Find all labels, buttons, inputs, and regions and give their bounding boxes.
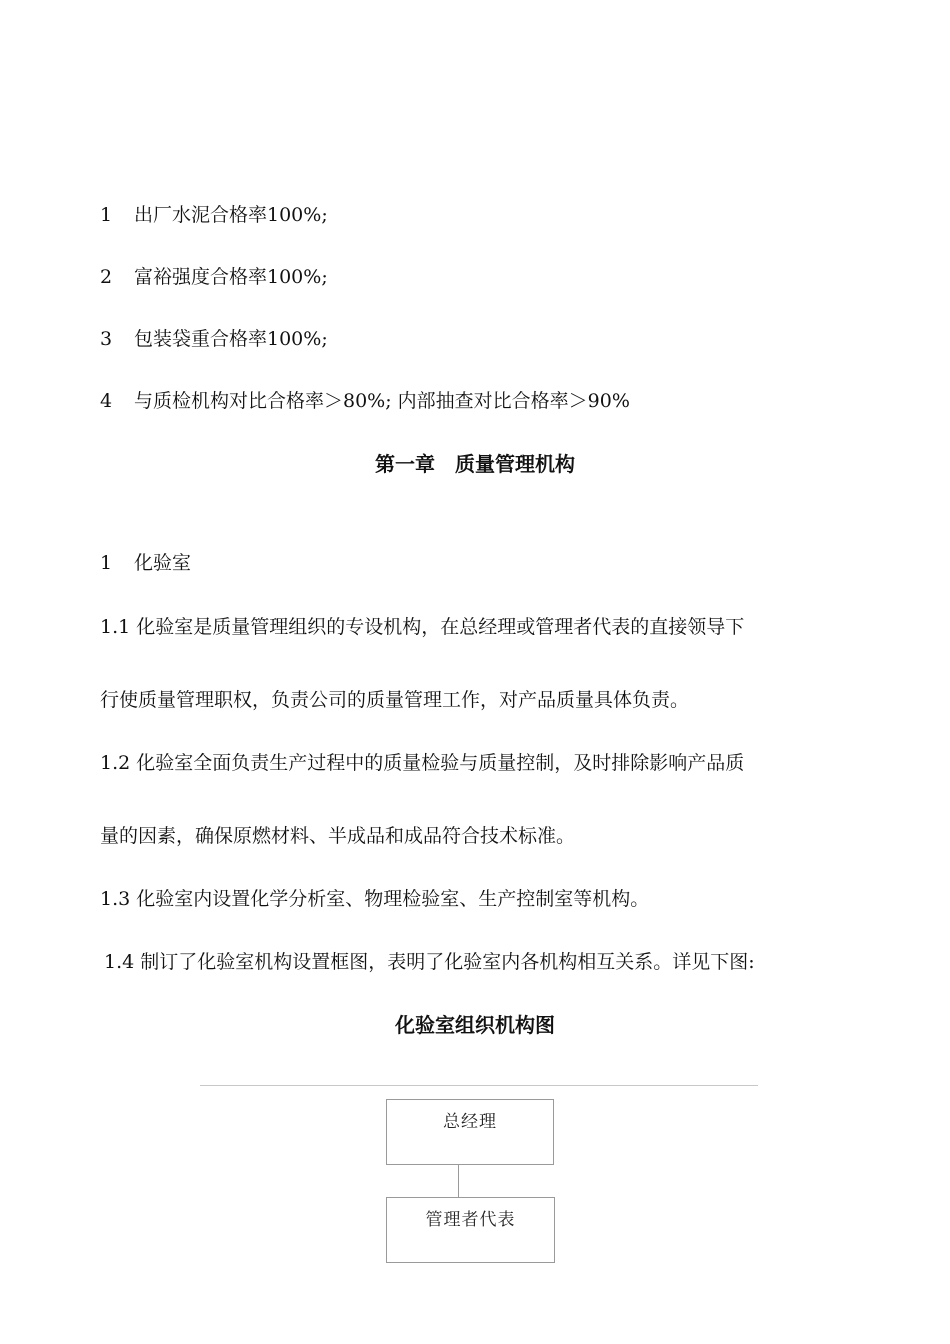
org-node-label: 管理者代表 [425,1210,516,1230]
section-number: 1 [100,552,113,574]
target-item-4 [100,389,630,413]
org-connector-line [458,1164,459,1197]
target-text: 包装袋重合格率100%; [134,328,328,350]
paragraph-1-1-line-1: 1.1 化验室是质量管理组织的专设机构，在总经理或管理者代表的直接领导下 [100,616,745,638]
org-node-management-representative [386,1197,555,1263]
paragraph-1-1-line-2: 行使质量管理职权，负责公司的质量管理工作，对产品质量具体负责。 [100,689,690,711]
target-number: 1 [100,204,113,226]
paragraph-1-2-line-1: 1.2 化验室全面负责生产过程中的质量检验与质量控制，及时排除影响产品质 [100,752,745,774]
paragraph-1-2-line-2: 量的因素，确保原燃材料、半成品和成品符合技术标准。 [100,825,576,847]
target-text: 与质检机构对比合格率＞80%; 内部抽查对比合格率＞90% [134,390,630,412]
chapter-title: 第一章 质量管理机构 [375,452,575,476]
target-item-1 [100,203,328,227]
target-number: 2 [100,266,113,288]
target-item-2 [100,265,328,289]
org-chart-title: 化验室组织机构图 [395,1013,555,1037]
target-number: 4 [100,390,113,412]
target-item-3 [100,327,328,351]
section-title: 化验室 [134,552,192,574]
target-text: 出厂水泥合格率100%; [134,204,328,226]
section-heading [100,551,191,575]
org-node-label: 总经理 [443,1112,497,1132]
target-text: 富裕强度合格率100%; [134,266,328,288]
paragraph-1-4: 1.4 制订了化验室机构设置框图，表明了化验室内各机构相互关系。详见下图: [104,951,755,973]
paragraph-1-3: 1.3 化验室内设置化学分析室、物理检验室、生产控制室等机构。 [100,888,650,910]
target-number: 3 [100,328,113,350]
org-node-general-manager [386,1099,554,1165]
divider-line [200,1085,758,1086]
